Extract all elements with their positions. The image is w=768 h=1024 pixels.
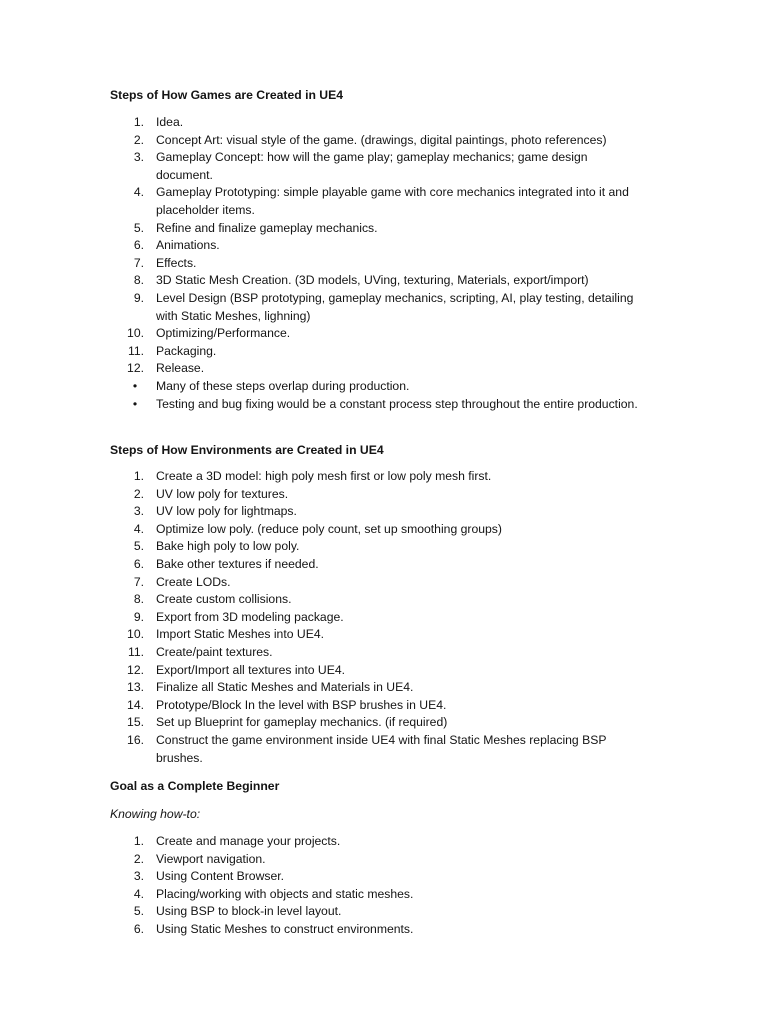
list-item [0, 662, 640, 680]
list-item [0, 149, 640, 184]
section-heading-environments: Steps of How Environments are Created in UE4 [110, 443, 384, 457]
list-item-text: Refine and finalize gameplay mechanics. [156, 220, 378, 235]
list-item-text: Set up Blueprint for gameplay mechanics. (if required) [156, 715, 448, 730]
list-item [0, 903, 640, 921]
list-number: 7. [133, 255, 144, 270]
list-item [0, 486, 640, 504]
list-item-text: Prototype/Block In the level with BSP brushes in UE4. [156, 697, 447, 712]
list-item [0, 220, 640, 238]
list-number: 3. [133, 869, 144, 884]
list-item [0, 697, 640, 715]
list-item-text: Release. [156, 361, 205, 376]
list-item-text: Create a 3D model: high poly mesh first or low poly mesh first. [156, 469, 492, 483]
list-item [0, 184, 640, 219]
list-number: 4. [133, 521, 144, 536]
list-item [0, 132, 640, 150]
list-item-text: Finalize all Static Meshes and Materials in UE4. [156, 680, 414, 695]
list-item-text: Bake other textures if needed. [156, 556, 319, 571]
list-item [0, 468, 640, 486]
list-item-text: Create and manage your projects. [156, 834, 341, 848]
list-number: 4. [133, 886, 144, 901]
environment-steps-list [0, 468, 640, 767]
list-item-text: Using Static Meshes to construct environments. [156, 921, 414, 936]
list-number: 11. [127, 343, 144, 358]
beginner-goals-list [0, 833, 640, 939]
list-item [0, 272, 640, 290]
list-number: 10. [127, 326, 144, 341]
list-item-text: Create/paint textures. [156, 644, 273, 659]
list-number: 2. [133, 132, 144, 147]
list-number: 16. [127, 732, 144, 747]
list-item-text: Level Design (BSP prototyping, gameplay mechanics, scripting, AI, play testing, detailing with Static Meshes, lighning) [156, 290, 634, 323]
list-number: 8. [133, 273, 144, 288]
list-item [0, 556, 640, 574]
list-item [0, 644, 640, 662]
list-item [0, 343, 640, 361]
list-item [0, 714, 640, 732]
list-number: 11. [127, 644, 144, 659]
list-item [0, 503, 640, 521]
bullet-item-text: Many of these steps overlap during production. [156, 378, 410, 393]
list-item-text: Create custom collisions. [156, 592, 292, 607]
list-item-text: Bake high poly to low poly. [156, 539, 300, 554]
list-item [0, 609, 640, 627]
list-number: 1. [133, 834, 144, 848]
list-item-text: Gameplay Concept: how will the game play; gameplay mechanics; game design document. [156, 150, 588, 182]
list-item-text: Placing/working with objects and static meshes. [156, 886, 414, 901]
list-item [0, 886, 640, 904]
list-number: 12. [127, 662, 144, 677]
list-item-text: Optimizing/Performance. [156, 326, 291, 341]
bullet-icon: • [132, 396, 138, 411]
list-item-text: Gameplay Prototyping: simple playable game with core mechanics integrated into it and placeholder items. [156, 185, 629, 217]
list-item-text: Export/Import all textures into UE4. [156, 662, 345, 677]
list-number: 6. [133, 921, 144, 936]
list-item-text: Export from 3D modeling package. [156, 609, 344, 624]
list-item [0, 921, 640, 939]
list-item-text: UV low poly for lightmaps. [156, 504, 297, 519]
list-item [0, 255, 640, 273]
list-number: 5. [133, 539, 144, 554]
list-number: 1. [133, 469, 144, 483]
list-item [0, 325, 640, 343]
list-item [0, 114, 640, 132]
list-item-text: 3D Static Mesh Creation. (3D models, UVing, texturing, Materials, export/import) [156, 273, 589, 288]
list-item-text: Animations. [156, 238, 220, 253]
list-item [0, 360, 640, 378]
list-number: 5. [133, 904, 144, 919]
list-number: 3. [133, 504, 144, 519]
section-heading-goal: Goal as a Complete Beginner [110, 779, 280, 793]
list-number: 6. [133, 556, 144, 571]
list-item [0, 732, 640, 767]
list-item [0, 626, 640, 644]
list-number: 2. [133, 851, 144, 866]
list-number: 13. [127, 680, 144, 695]
list-item-text: Concept Art: visual style of the game. (drawings, digital paintings, photo references) [156, 132, 607, 147]
list-item [0, 521, 640, 539]
list-number: 12. [127, 361, 144, 376]
list-item-text: UV low poly for textures. [156, 486, 289, 501]
list-item-text: Import Static Meshes into UE4. [156, 627, 324, 642]
list-item [0, 833, 640, 851]
bullet-item [0, 378, 640, 396]
list-item [0, 851, 640, 869]
list-item-text: Effects. [156, 255, 197, 270]
list-number: 2. [133, 486, 144, 501]
list-item-text: Packaging. [156, 343, 217, 358]
list-item-text: Using Content Browser. [156, 869, 285, 884]
bullet-item-text: Testing and bug fixing would be a constant process step throughout the entire production. [156, 396, 638, 411]
list-item [0, 237, 640, 255]
list-number: 6. [133, 238, 144, 253]
list-item [0, 868, 640, 886]
list-number: 1. [133, 115, 144, 129]
list-item [0, 538, 640, 556]
list-number: 9. [133, 290, 144, 305]
list-item-text: Using BSP to block-in level layout. [156, 904, 342, 919]
list-item-text: Create LODs. [156, 574, 231, 589]
games-steps-list [0, 114, 640, 413]
list-number: 4. [133, 185, 144, 200]
section-heading-games: Steps of How Games are Created in UE4 [110, 88, 343, 102]
section-subheading: Knowing how-to: [110, 807, 201, 821]
bullet-item [0, 396, 640, 414]
list-number: 10. [127, 627, 144, 642]
list-item-text: Construct the game environment inside UE4 with final Static Meshes replacing BSP brushes. [156, 732, 607, 765]
list-number: 15. [127, 715, 144, 730]
list-number: 3. [133, 150, 144, 165]
list-item [0, 591, 640, 609]
list-number: 7. [133, 574, 144, 589]
list-item [0, 679, 640, 697]
list-item-text: Optimize low poly. (reduce poly count, set up smoothing groups) [156, 521, 502, 536]
list-item [0, 574, 640, 592]
list-number: 14. [127, 697, 144, 712]
bullet-icon: • [132, 378, 138, 393]
list-number: 5. [133, 220, 144, 235]
list-number: 8. [133, 592, 144, 607]
list-item-text: Viewport navigation. [156, 851, 266, 866]
list-number: 9. [133, 609, 144, 624]
list-item [0, 290, 640, 325]
list-item-text: Idea. [156, 115, 184, 129]
